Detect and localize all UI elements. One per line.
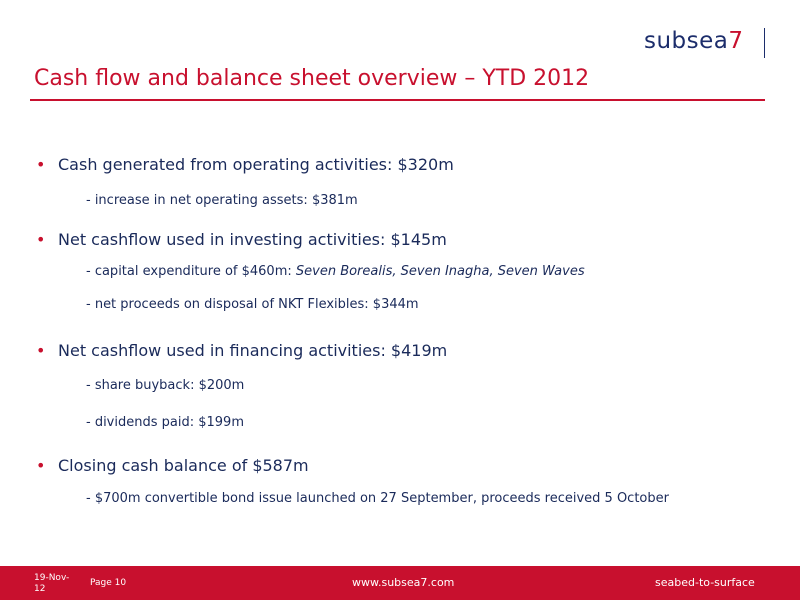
footer-tagline: seabed-to-surface xyxy=(655,576,755,589)
footer-page-number: Page 10 xyxy=(90,578,127,588)
sub-bullet-prefix: - capital expenditure of $460m: xyxy=(86,264,296,279)
footer-website-link[interactable]: www.subsea7.com xyxy=(352,576,455,589)
logo-wordmark: subsea xyxy=(644,28,729,54)
sub-bullet-capex xyxy=(86,264,585,279)
bullet-text: Net cashflow used in investing activities: $145m xyxy=(58,230,447,249)
sub-bullet: - dividends paid: $199m xyxy=(86,415,244,430)
bullet-operating-cash xyxy=(36,155,454,174)
title-underline xyxy=(30,99,765,101)
subsea7-logo xyxy=(644,28,744,54)
sub-bullet: - increase in net operating assets: $381m xyxy=(86,193,358,208)
bullet-financing-cash xyxy=(36,341,447,360)
footer-date: 19-Nov-12 xyxy=(34,573,70,594)
sub-bullet: - net proceeds on disposal of NKT Flexibles: $344m xyxy=(86,297,419,312)
logo-divider xyxy=(764,28,765,58)
bullet-dot-icon: • xyxy=(36,155,46,174)
bullet-dot-icon: • xyxy=(36,341,46,360)
slide-title: Cash flow and balance sheet overview – YTD 2012 xyxy=(34,66,590,91)
footer-bar xyxy=(0,566,800,600)
bullet-text: Cash generated from operating activities: $320m xyxy=(58,155,454,174)
logo-seven-mark: 7 xyxy=(728,28,744,54)
bullet-dot-icon: • xyxy=(36,456,46,475)
bullet-investing-cash xyxy=(36,230,447,249)
sub-bullet: - share buyback: $200m xyxy=(86,378,245,393)
sub-bullet-vessels: Seven Borealis, Seven Inagha, Seven Waves xyxy=(295,264,585,279)
sub-bullet: - $700m convertible bond issue launched on 27 September, proceeds received 5 October xyxy=(86,491,669,506)
bullet-text: Closing cash balance of $587m xyxy=(58,456,309,475)
bullet-text: Net cashflow used in financing activities: $419m xyxy=(58,341,448,360)
bullet-dot-icon: • xyxy=(36,230,46,249)
bullet-closing-cash xyxy=(36,456,309,475)
